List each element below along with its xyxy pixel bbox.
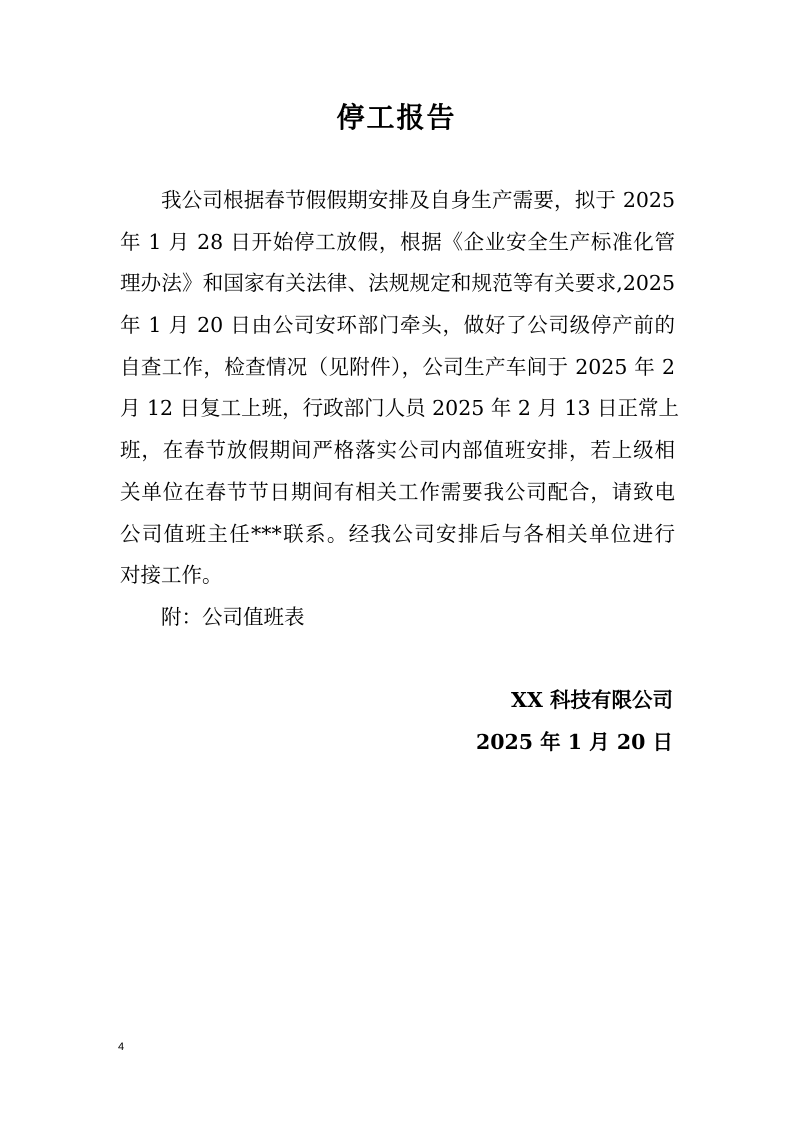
document-title: 停工报告 <box>336 101 457 134</box>
body-line: 理办法》和国家有关法律、法规规定和规范等有关要求,2025 <box>120 271 675 296</box>
body-line: 班，在春节放假期间严格落实公司内部值班安排，若上级相 <box>120 438 675 463</box>
body-line: 年 1 月 28 日开始停工放假，根据《企业安全生产标准化管 <box>120 229 675 254</box>
body-line: 公司值班主任***联系。经我公司安排后与各相关单位进行 <box>120 521 675 546</box>
attachment-note: 附：公司值班表 <box>161 605 305 629</box>
body-line: 对接工作。 <box>120 563 223 588</box>
signature-company: XX 科技有限公司 <box>511 688 673 712</box>
body-line: 自查工作，检查情况（见附件），公司生产车间于 2025 年 2 <box>120 354 675 379</box>
signature-date: 2025 年 1 月 20 日 <box>475 729 673 754</box>
body-paragraph <box>120 180 680 597</box>
signature-block <box>476 680 673 763</box>
body-line: 关单位在春节节日期间有相关工作需要我公司配合，请致电 <box>120 479 675 504</box>
body-line: 月 12 日复工上班，行政部门人员 2025 年 2 月 13 日正常上 <box>120 396 680 421</box>
body-line: 年 1 月 20 日由公司安环部门牵头，做好了公司级停产前的 <box>120 313 675 338</box>
body-line: 我公司根据春节假假期安排及自身生产需要，拟于 2025 <box>161 188 675 212</box>
page-number: 4 <box>118 1041 125 1053</box>
